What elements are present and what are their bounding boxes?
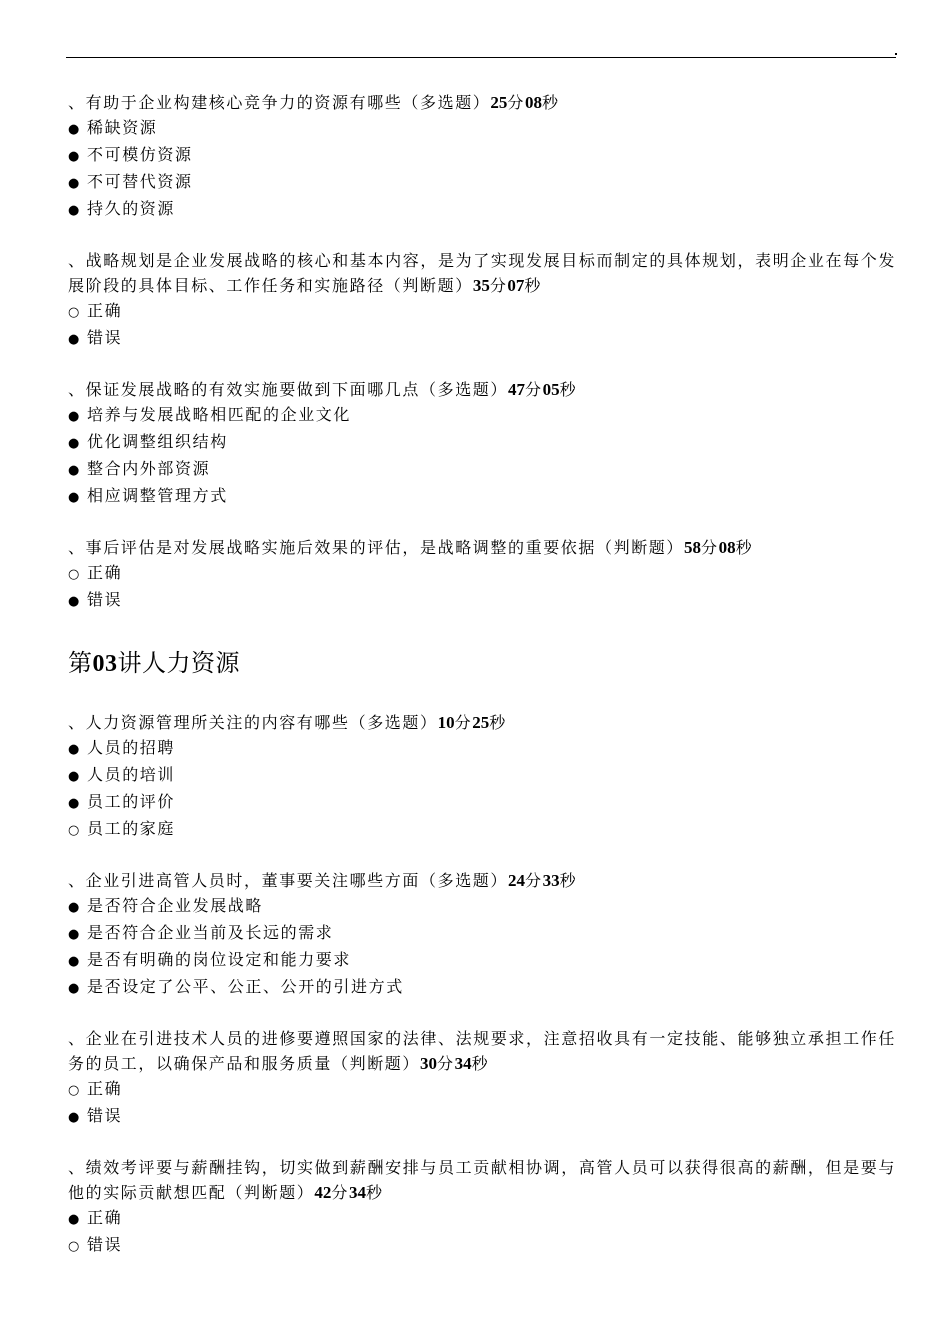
option-label: 是否有明确的岗位设定和能力要求 xyxy=(87,950,352,969)
question-text xyxy=(68,868,896,893)
question-block xyxy=(68,710,896,843)
option-label: 错误 xyxy=(87,590,123,609)
answer-option[interactable] xyxy=(68,816,896,843)
header-rule-dot xyxy=(895,53,897,55)
filled-circle-icon: ● xyxy=(68,769,80,784)
time-seconds: 33 xyxy=(542,871,560,890)
question-prefix: 、 xyxy=(68,871,86,890)
answer-option[interactable] xyxy=(68,325,896,352)
time-minutes: 42 xyxy=(314,1183,332,1202)
question-body: 绩效考评要与薪酬挂钩，切实做到薪酬安排与员工贡献相协调，高管人员可以获得很高的薪酬，但是要与他的实际贡献想匹配（判断题） xyxy=(68,1158,896,1202)
question-text xyxy=(68,377,896,402)
question-list-section-b xyxy=(68,710,896,1284)
question-prefix: 、 xyxy=(68,251,86,270)
option-label: 错误 xyxy=(87,328,123,347)
option-label: 是否符合企业发展战略 xyxy=(87,896,264,915)
option-label: 不可替代资源 xyxy=(87,172,193,191)
question-text xyxy=(68,90,896,115)
spacer xyxy=(68,843,896,868)
answer-option[interactable] xyxy=(68,298,896,325)
time-seconds: 08 xyxy=(525,93,543,112)
question-body: 企业在引进技术人员的进修要遵照国家的法律、法规要求，注意招收具有一定技能、能够独立承担工作任务的员工，以确保产品和服务质量（判断题） xyxy=(68,1029,896,1073)
option-label: 人员的培训 xyxy=(87,765,176,784)
spacer xyxy=(68,1130,896,1155)
option-label: 整合内外部资源 xyxy=(87,459,211,478)
time-seconds: 07 xyxy=(507,276,525,295)
question-body: 战略规划是企业发展战略的核心和基本内容，是为了实现发展目标而制定的具体规划，表明企业在每个发展阶段的具体目标、工作任务和实施路径（判断题） xyxy=(68,251,896,295)
filled-circle-icon: ● xyxy=(68,796,80,811)
time-seconds-unit: 秒 xyxy=(366,1183,384,1202)
question-body: 事后评估是对发展战略实施后效果的评估，是战略调整的重要依据（判断题） xyxy=(85,538,685,557)
time-minutes-unit: 分 xyxy=(525,871,543,890)
answer-option[interactable] xyxy=(68,1205,896,1232)
question-body: 有助于企业构建核心竞争力的资源有哪些（多选题） xyxy=(85,93,491,112)
time-seconds: 34 xyxy=(349,1183,367,1202)
heading-title: 讲人力资源 xyxy=(117,649,240,677)
option-label: 正确 xyxy=(87,563,123,582)
question-text xyxy=(68,1155,896,1205)
filled-circle-icon: ● xyxy=(68,332,80,347)
answer-option[interactable] xyxy=(68,893,896,920)
answer-option[interactable] xyxy=(68,196,896,223)
filled-circle-icon: ● xyxy=(68,436,80,451)
time-minutes: 58 xyxy=(684,538,702,557)
option-label: 培养与发展战略相匹配的企业文化 xyxy=(87,405,352,424)
time-seconds: 05 xyxy=(542,380,560,399)
option-label: 正确 xyxy=(87,301,123,320)
question-block xyxy=(68,377,896,510)
question-block xyxy=(68,90,896,223)
answer-option[interactable] xyxy=(68,1076,896,1103)
time-seconds-unit: 秒 xyxy=(489,713,507,732)
option-label: 相应调整管理方式 xyxy=(87,486,228,505)
question-body: 保证发展战略的有效实施要做到下面哪几点（多选题） xyxy=(85,380,509,399)
answer-option[interactable] xyxy=(68,762,896,789)
filled-circle-icon: ● xyxy=(68,927,80,942)
answer-option[interactable] xyxy=(68,402,896,429)
question-prefix: 、 xyxy=(68,538,86,557)
time-seconds: 34 xyxy=(454,1054,472,1073)
filled-circle-icon: ● xyxy=(68,490,80,505)
heading-number: 03 xyxy=(92,651,118,677)
option-label: 优化调整组织结构 xyxy=(87,432,228,451)
option-label: 正确 xyxy=(87,1079,123,1098)
option-label: 是否符合企业当前及长远的需求 xyxy=(87,923,334,942)
option-label: 正确 xyxy=(87,1208,123,1227)
time-seconds-unit: 秒 xyxy=(559,380,578,399)
spacer xyxy=(68,223,896,248)
answer-option[interactable] xyxy=(68,789,896,816)
question-block xyxy=(68,535,896,614)
question-prefix: 、 xyxy=(68,93,86,112)
time-minutes-unit: 分 xyxy=(437,1054,455,1073)
spacer xyxy=(68,510,896,535)
filled-circle-icon: ● xyxy=(68,463,80,478)
answer-option[interactable] xyxy=(68,169,896,196)
option-label: 错误 xyxy=(87,1235,123,1254)
filled-circle-icon: ● xyxy=(68,409,80,424)
spacer xyxy=(68,352,896,377)
option-label: 不可模仿资源 xyxy=(87,145,193,164)
filled-circle-icon: ● xyxy=(68,900,80,915)
header-rule xyxy=(66,57,896,58)
question-block xyxy=(68,1026,896,1130)
filled-circle-icon: ● xyxy=(68,203,80,218)
option-label: 人员的招聘 xyxy=(87,738,176,757)
filled-circle-icon: ● xyxy=(68,176,80,191)
spacer xyxy=(68,680,896,710)
answer-option[interactable] xyxy=(68,429,896,456)
time-minutes-unit: 分 xyxy=(489,276,508,295)
spacer xyxy=(68,614,896,639)
answer-option[interactable] xyxy=(68,115,896,142)
filled-circle-icon: ● xyxy=(68,1212,80,1227)
answer-option[interactable] xyxy=(68,735,896,762)
question-prefix: 、 xyxy=(68,1029,86,1048)
option-label: 稀缺资源 xyxy=(87,118,158,137)
question-list-section-a xyxy=(68,90,896,639)
question-text xyxy=(68,248,896,298)
empty-circle-icon: ○ xyxy=(68,1239,80,1254)
spacer xyxy=(68,1001,896,1026)
answer-option[interactable] xyxy=(68,1103,896,1130)
document-page xyxy=(68,90,896,1284)
time-seconds-unit: 秒 xyxy=(542,93,560,112)
answer-option[interactable] xyxy=(68,974,896,1001)
time-seconds-unit: 秒 xyxy=(471,1054,490,1073)
spacer xyxy=(68,1259,896,1284)
question-body: 企业引进高管人员时，董事要关注哪些方面（多选题） xyxy=(85,871,509,890)
time-minutes: 47 xyxy=(508,380,526,399)
time-minutes: 10 xyxy=(437,713,455,732)
empty-circle-icon: ○ xyxy=(68,1083,80,1098)
question-body: 人力资源管理所关注的内容有哪些（多选题） xyxy=(85,713,438,732)
question-block xyxy=(68,248,896,352)
question-text xyxy=(68,1026,896,1076)
time-seconds: 08 xyxy=(718,538,736,557)
time-minutes: 25 xyxy=(490,93,508,112)
filled-circle-icon: ● xyxy=(68,594,80,609)
option-label: 持久的资源 xyxy=(87,199,176,218)
time-minutes-unit: 分 xyxy=(701,538,719,557)
time-minutes: 35 xyxy=(472,276,490,295)
time-seconds-unit: 秒 xyxy=(559,871,578,890)
filled-circle-icon: ● xyxy=(68,149,80,164)
question-text xyxy=(68,535,896,560)
answer-option[interactable] xyxy=(68,456,896,483)
option-label: 错误 xyxy=(87,1106,123,1125)
time-minutes-unit: 分 xyxy=(525,380,543,399)
answer-option[interactable] xyxy=(68,560,896,587)
filled-circle-icon: ● xyxy=(68,122,80,137)
filled-circle-icon: ● xyxy=(68,742,80,757)
filled-circle-icon: ● xyxy=(68,1110,80,1125)
empty-circle-icon: ○ xyxy=(68,305,80,320)
time-seconds: 25 xyxy=(472,713,490,732)
question-block xyxy=(68,1155,896,1259)
time-minutes-unit: 分 xyxy=(507,93,526,112)
answer-option[interactable] xyxy=(68,920,896,947)
option-label: 是否设定了公平、公正、公开的引进方式 xyxy=(87,977,404,996)
question-prefix: 、 xyxy=(68,1158,86,1177)
question-text xyxy=(68,710,896,735)
lecture-heading xyxy=(68,647,896,680)
question-prefix: 、 xyxy=(68,713,86,732)
time-seconds-unit: 秒 xyxy=(735,538,754,557)
answer-option[interactable] xyxy=(68,483,896,510)
question-prefix: 、 xyxy=(68,380,86,399)
empty-circle-icon: ○ xyxy=(68,567,80,582)
filled-circle-icon: ● xyxy=(68,954,80,969)
answer-option[interactable] xyxy=(68,947,896,974)
time-minutes: 24 xyxy=(508,871,526,890)
option-label: 员工的家庭 xyxy=(87,819,176,838)
question-block xyxy=(68,868,896,1001)
answer-option[interactable] xyxy=(68,142,896,169)
filled-circle-icon: ● xyxy=(68,981,80,996)
option-label: 员工的评价 xyxy=(87,792,176,811)
time-seconds-unit: 秒 xyxy=(524,276,543,295)
time-minutes-unit: 分 xyxy=(331,1183,350,1202)
heading-prefix: 第 xyxy=(68,649,93,677)
time-minutes: 30 xyxy=(420,1054,438,1073)
answer-option[interactable] xyxy=(68,587,896,614)
empty-circle-icon: ○ xyxy=(68,823,80,838)
answer-option[interactable] xyxy=(68,1232,896,1259)
time-minutes-unit: 分 xyxy=(454,713,473,732)
